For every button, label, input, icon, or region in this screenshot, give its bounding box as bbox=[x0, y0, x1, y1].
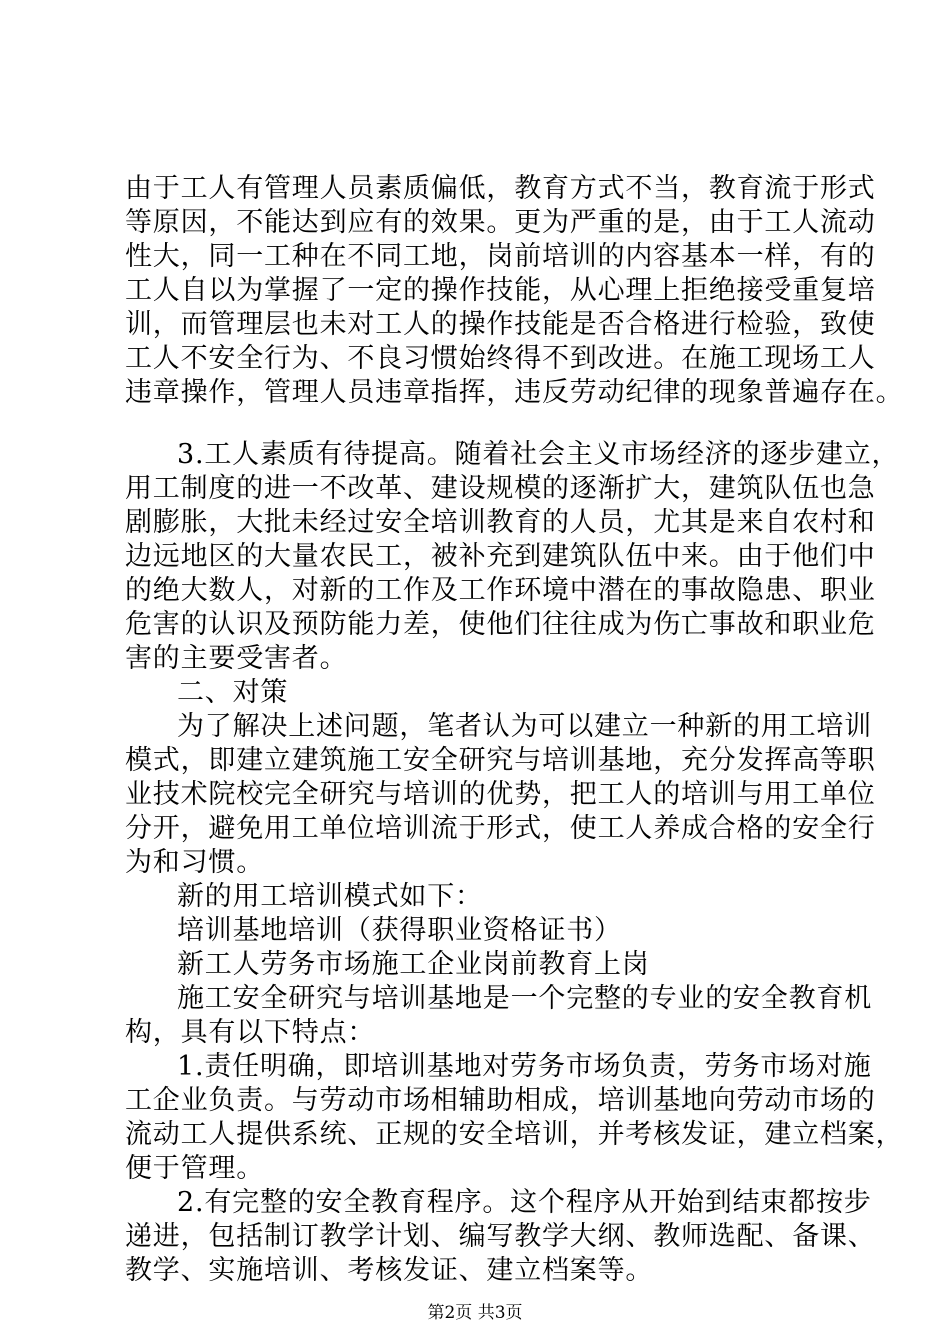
paragraph-6-line: 教学、实施培训、考核发证、建立档案等。 bbox=[125, 1255, 654, 1286]
paragraph-2-line: 用工制度的进一不改革、建设规模的逐渐扩大，建筑队伍也急 bbox=[125, 473, 876, 504]
paragraph-5-line: 便于管理。 bbox=[125, 1153, 264, 1184]
paragraph-1-line: 训，而管理层也未对工人的操作技能是否合格进行检验，致使 bbox=[125, 309, 876, 340]
paragraph-6-line: 递进，包括制订教学计划、编写教学大纲、教师选配、备课、 bbox=[125, 1221, 876, 1252]
section-heading: 二、对策 bbox=[177, 677, 289, 708]
paragraph-1-line: 由于工人有管理人员素质偏低，教育方式不当，教育流于形式 bbox=[125, 173, 876, 204]
page-number-footer: 第2页 共3页 bbox=[427, 1303, 523, 1323]
paragraph-2-line: 边远地区的大量农民工，被补充到建筑队伍中来。由于他们中 bbox=[125, 541, 876, 572]
paragraph-5-line: 1.责任明确，即培训基地对劳务市场负责，劳务市场对施 bbox=[177, 1051, 872, 1082]
paragraph-5-line: 工企业负责。与劳动市场相辅助相成，培训基地向劳动市场的 bbox=[125, 1085, 876, 1116]
model-intro: 新的用工培训模式如下： bbox=[177, 881, 483, 912]
paragraph-3-line: 为和习惯。 bbox=[125, 847, 264, 878]
paragraph-2-line: 3.工人素质有待提高。随着社会主义市场经济的逐步建立， bbox=[177, 439, 900, 470]
paragraph-4-line: 构，具有以下特点： bbox=[125, 1017, 376, 1048]
paragraph-3-line: 分开，避免用工单位培训流于形式，使工人养成合格的安全行 bbox=[125, 813, 876, 844]
paragraph-6-line: 2.有完整的安全教育程序。这个程序从开始到结束都按步 bbox=[177, 1187, 872, 1218]
paragraph-3-line: 模式，即建立建筑施工安全研究与培训基地，充分发挥高等职 bbox=[125, 745, 876, 776]
paragraph-4-line: 施工安全研究与培训基地是一个完整的专业的安全教育机 bbox=[177, 983, 872, 1014]
paragraph-1-line: 违章操作，管理人员违章指挥，违反劳动纪律的现象普遍存在。 bbox=[125, 377, 904, 408]
paragraph-2-line: 危害的认识及预防能力差，使他们往往成为伤亡事故和职业危 bbox=[125, 609, 876, 640]
paragraph-3-line: 业技术院校完全研究与培训的优势，把工人的培训与用工单位 bbox=[125, 779, 876, 810]
paragraph-1-line: 工人不安全行为、不良习惯始终得不到改进。在施工现场工人 bbox=[125, 343, 876, 374]
paragraph-2-line: 剧膨胀，大批未经过安全培训教育的人员，尤其是来自农村和 bbox=[125, 507, 876, 538]
paragraph-2-line: 害的主要受害者。 bbox=[125, 643, 348, 674]
paragraph-3-line: 为了解决上述问题，笔者认为可以建立一种新的用工培训 bbox=[177, 711, 872, 742]
paragraph-5-line: 流动工人提供系统、正规的安全培训，并考核发证，建立档案， bbox=[125, 1119, 904, 1150]
model-step: 培训基地培训（获得职业资格证书） bbox=[177, 915, 622, 946]
paragraph-1-line: 工人自以为掌握了一定的操作技能，从心理上拒绝接受重复培 bbox=[125, 275, 876, 306]
paragraph-2-line: 的绝大数人，对新的工作及工作环境中潜在的事故隐患、职业 bbox=[125, 575, 876, 606]
paragraph-1-line: 等原因，不能达到应有的效果。更为严重的是，由于工人流动 bbox=[125, 207, 876, 238]
model-step: 新工人劳务市场施工企业岗前教育上岗 bbox=[177, 949, 650, 980]
paragraph-1-line: 性大，同一工种在不同工地，岗前培训的内容基本一样，有的 bbox=[125, 241, 876, 272]
